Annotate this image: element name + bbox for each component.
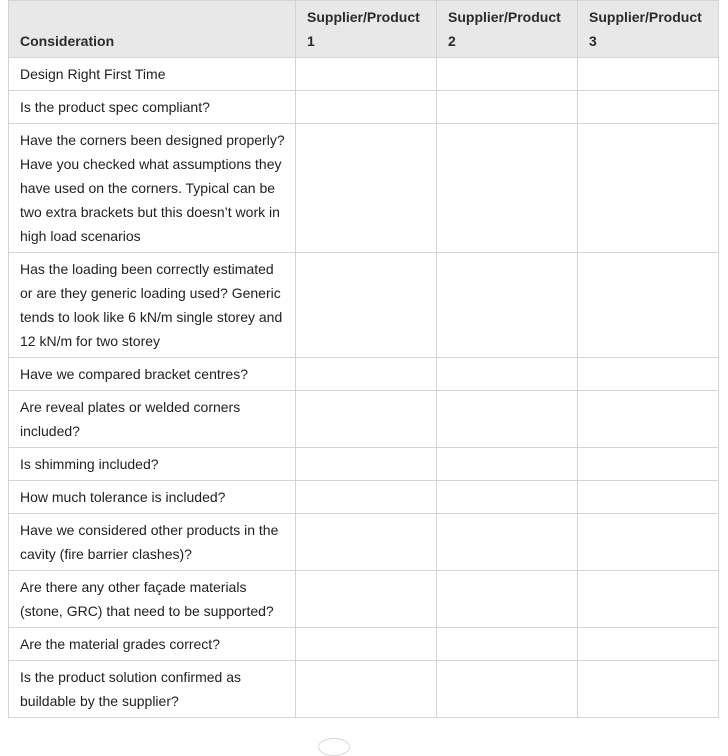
product-3-cell xyxy=(578,571,719,628)
product-3-cell xyxy=(578,448,719,481)
product-3-cell xyxy=(578,661,719,718)
scroll-down-button[interactable] xyxy=(318,738,350,756)
product-3-cell xyxy=(578,91,719,124)
consideration-cell: Is the product spec compliant? xyxy=(9,91,296,124)
product-1-cell xyxy=(296,391,437,448)
table-row xyxy=(9,391,719,448)
product-2-cell xyxy=(437,514,578,571)
table-row xyxy=(9,481,719,514)
product-1-cell xyxy=(296,481,437,514)
product-1-cell xyxy=(296,448,437,481)
consideration-cell: Are the material grades correct? xyxy=(9,628,296,661)
product-1-cell xyxy=(296,661,437,718)
product-1-cell xyxy=(296,628,437,661)
product-3-cell xyxy=(578,58,719,91)
product-2-cell xyxy=(437,628,578,661)
table-row xyxy=(9,571,719,628)
consideration-cell: Have we considered other products in the cavity (fire barrier clashes)? xyxy=(9,514,296,571)
product-3-cell xyxy=(578,481,719,514)
product-2-cell xyxy=(437,571,578,628)
table-row xyxy=(9,253,719,358)
table-row xyxy=(9,628,719,661)
product-1-cell xyxy=(296,91,437,124)
product-3-cell xyxy=(578,124,719,253)
header-supplier-product-1: Supplier/Product 1 xyxy=(296,1,437,58)
header-consideration: Consideration xyxy=(9,1,296,58)
table-row xyxy=(9,58,719,91)
product-3-cell xyxy=(578,514,719,571)
product-1-cell xyxy=(296,514,437,571)
product-2-cell xyxy=(437,253,578,358)
header-supplier-product-3: Supplier/Product 3 xyxy=(578,1,719,58)
consideration-cell: Have the corners been designed properly? Have you checked what assumptions they have used on the corners. Typical can be two extra brackets but this doesn’t work in high load scenarios xyxy=(9,124,296,253)
product-3-cell xyxy=(578,628,719,661)
product-1-cell xyxy=(296,358,437,391)
consideration-cell: Are there any other façade materials (stone, GRC) that need to be supported? xyxy=(9,571,296,628)
consideration-cell: Is the product solution confirmed as buildable by the supplier? xyxy=(9,661,296,718)
table-row xyxy=(9,448,719,481)
table-row xyxy=(9,124,719,253)
product-2-cell xyxy=(437,481,578,514)
product-2-cell xyxy=(437,448,578,481)
product-2-cell xyxy=(437,124,578,253)
product-3-cell xyxy=(578,253,719,358)
table-header-row xyxy=(9,1,719,58)
product-2-cell xyxy=(437,661,578,718)
consideration-cell: Are reveal plates or welded corners included? xyxy=(9,391,296,448)
consideration-cell: Have we compared bracket centres? xyxy=(9,358,296,391)
table-row xyxy=(9,91,719,124)
comparison-table-container xyxy=(8,0,718,718)
table-row xyxy=(9,514,719,571)
product-2-cell xyxy=(437,58,578,91)
product-1-cell xyxy=(296,124,437,253)
product-2-cell xyxy=(437,391,578,448)
table-row xyxy=(9,661,719,718)
table-row xyxy=(9,358,719,391)
consideration-cell: Is shimming included? xyxy=(9,448,296,481)
product-1-cell xyxy=(296,58,437,91)
consideration-cell: Has the loading been correctly estimated or are they generic loading used? Generic tends to look like 6 kN/m single storey and 12 kN/m for two storey xyxy=(9,253,296,358)
product-1-cell xyxy=(296,571,437,628)
consideration-cell: Design Right First Time xyxy=(9,58,296,91)
product-3-cell xyxy=(578,391,719,448)
supplier-comparison-table xyxy=(8,0,719,718)
product-3-cell xyxy=(578,358,719,391)
consideration-cell: How much tolerance is included? xyxy=(9,481,296,514)
product-2-cell xyxy=(437,91,578,124)
product-2-cell xyxy=(437,358,578,391)
product-1-cell xyxy=(296,253,437,358)
header-supplier-product-2: Supplier/Product 2 xyxy=(437,1,578,58)
